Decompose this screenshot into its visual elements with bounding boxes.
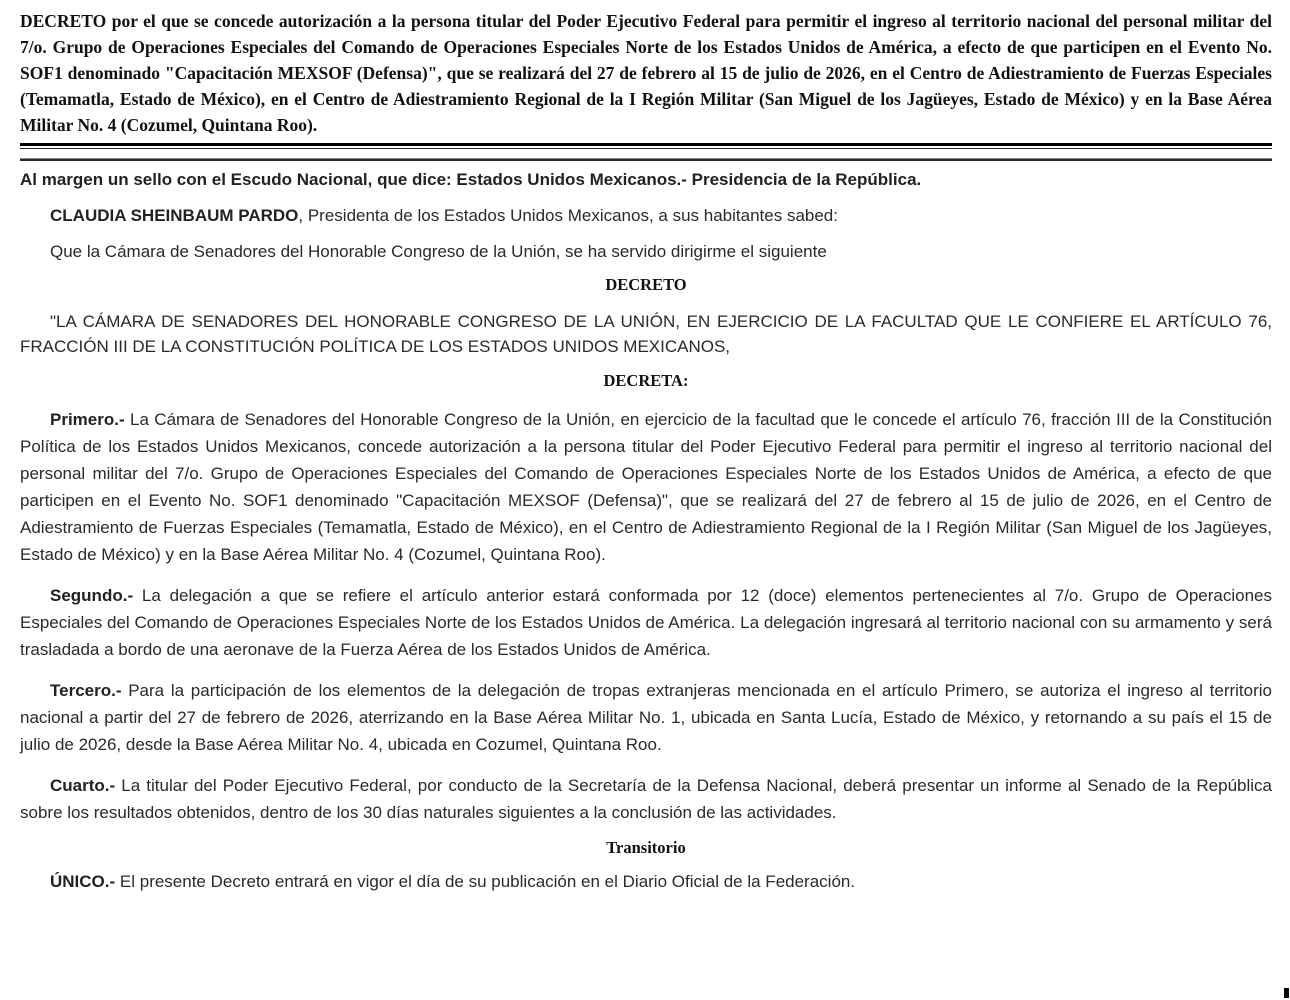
article-segundo-label: Segundo.- — [50, 586, 134, 605]
double-rule-divider — [20, 143, 1272, 149]
article-tercero-text: Para la participación de los elementos de la delegación de tropas extranjeras mencionada en el artículo Primero, se autoriza el ingreso al territorio nacional a partir del 27 de febrero de 2026, aterrizando en la Base Aérea Militar No. 1, ubicada en Santa Lucía, Estado de México, y retornando a su país el 15 de julio de 2026, desde la Base Aérea Militar No. 4, ubicada en Cozumel, Quintana Roo. — [20, 681, 1272, 754]
article-primero-text: La Cámara de Senadores del Honorable Congreso de la Unión, en ejercicio de la facultad que le concede el artículo 76, fracción III de la Constitución Política de los Estados Unidos Mexicanos, concede autorización a la persona titular del Poder Ejecutivo Federal para permitir el ingreso al territorio nacional del personal militar del 7/o. Grupo de Operaciones Especiales del Comando de Operaciones Especiales Norte de los Estados Unidos de América, a efecto de que participen en el Evento No. SOF1 denominado "Capacitación MEXSOF (Defensa)", que se realizará del 27 de febrero al 15 de julio de 2026, en el Centro de Adiestramiento de Fuerzas Especiales (Temamatla, Estado de México), en el Centro de Adiestramiento Regional de la I Región Militar (San Miguel de los Jagüeyes, Estado de México) y en la Base Aérea Militar No. 4 (Cozumel, Quintana Roo). — [20, 410, 1272, 564]
single-rule-divider — [20, 158, 1272, 161]
transitory-article-label: ÚNICO.- — [50, 872, 116, 891]
article-cuarto-text: La titular del Poder Ejecutivo Federal, por conducto de la Secretaría de la Defensa Nacional, deberá presentar un informe al Senado de la República sobre los resultados obtenidos, dentro de los 30 días naturales siguientes a la conclusión de las actividades. — [20, 776, 1272, 822]
margin-seal-note: Al margen un sello con el Escudo Nacional, que dice: Estados Unidos Mexicanos.- Presidencia de la República. — [20, 170, 922, 189]
intro-line: Que la Cámara de Senadores del Honorable Congreso de la Unión, se ha servido dirigirme el siguiente — [50, 242, 827, 261]
transitory-article-unico — [20, 870, 1272, 893]
decreto-heading: DECRETO — [605, 275, 687, 294]
article-tercero — [20, 677, 1272, 758]
article-cuarto — [20, 772, 1272, 826]
chamber-statement: "LA CÁMARA DE SENADORES DEL HONORABLE CONGRESO DE LA UNIÓN, EN EJERCICIO DE LA FACULTAD QUE LE CONFIERE EL ARTÍCULO 76, FRACCIÓN III DE LA CONSTITUCIÓN POLÍTICA DE LOS ESTADOS UNIDOS MEXICANOS, — [20, 312, 1272, 356]
decreta-heading: DECRETA: — [603, 371, 689, 390]
president-statement-line — [20, 204, 1272, 227]
article-primero — [20, 406, 1272, 568]
transitorio-heading: Transitorio — [606, 838, 686, 857]
scan-corner-artifact — [1284, 988, 1289, 998]
article-cuarto-label: Cuarto.- — [50, 776, 116, 795]
article-primero-label: Primero.- — [50, 410, 125, 429]
transitory-article-text: El presente Decreto entrará en vigor el día de su publicación en el Diario Oficial de la Federación. — [115, 872, 856, 891]
article-segundo — [20, 582, 1272, 663]
president-name: CLAUDIA SHEINBAUM PARDO — [50, 206, 299, 225]
decree-header-summary: DECRETO por el que se concede autorización a la persona titular del Poder Ejecutivo Federal para permitir el ingreso al territorio nacional del personal militar del 7/o. Grupo de Operaciones Especiales del Comando de Operaciones Especiales Norte de los Estados Unidos de América, a efecto de que participen en el Evento No. SOF1 denominado "Capacitación MEXSOF (Defensa)", que se realizará del 27 de febrero al 15 de julio de 2026, en el Centro de Adiestramiento de Fuerzas Especiales (Temamatla, Estado de México), en el Centro de Adiestramiento Regional de la I Región Militar (San Miguel de los Jagüeyes, Estado de México) y en la Base Aérea Militar No. 4 (Cozumel, Quintana Roo). — [20, 11, 1272, 135]
article-segundo-text: La delegación a que se refiere el artículo anterior estará conformada por 12 (doce) elementos pertenecientes al 7/o. Grupo de Operaciones Especiales del Comando de Operaciones Especiales Norte de los Estados Unidos de América. La delegación ingresará al territorio nacional con su armamento y será trasladada a bordo de una aeronave de la Fuerza Aérea de los Estados Unidos de América. — [20, 586, 1272, 659]
president-line-rest: , Presidenta de los Estados Unidos Mexicanos, a sus habitantes sabed: — [298, 206, 838, 225]
article-tercero-label: Tercero.- — [50, 681, 122, 700]
